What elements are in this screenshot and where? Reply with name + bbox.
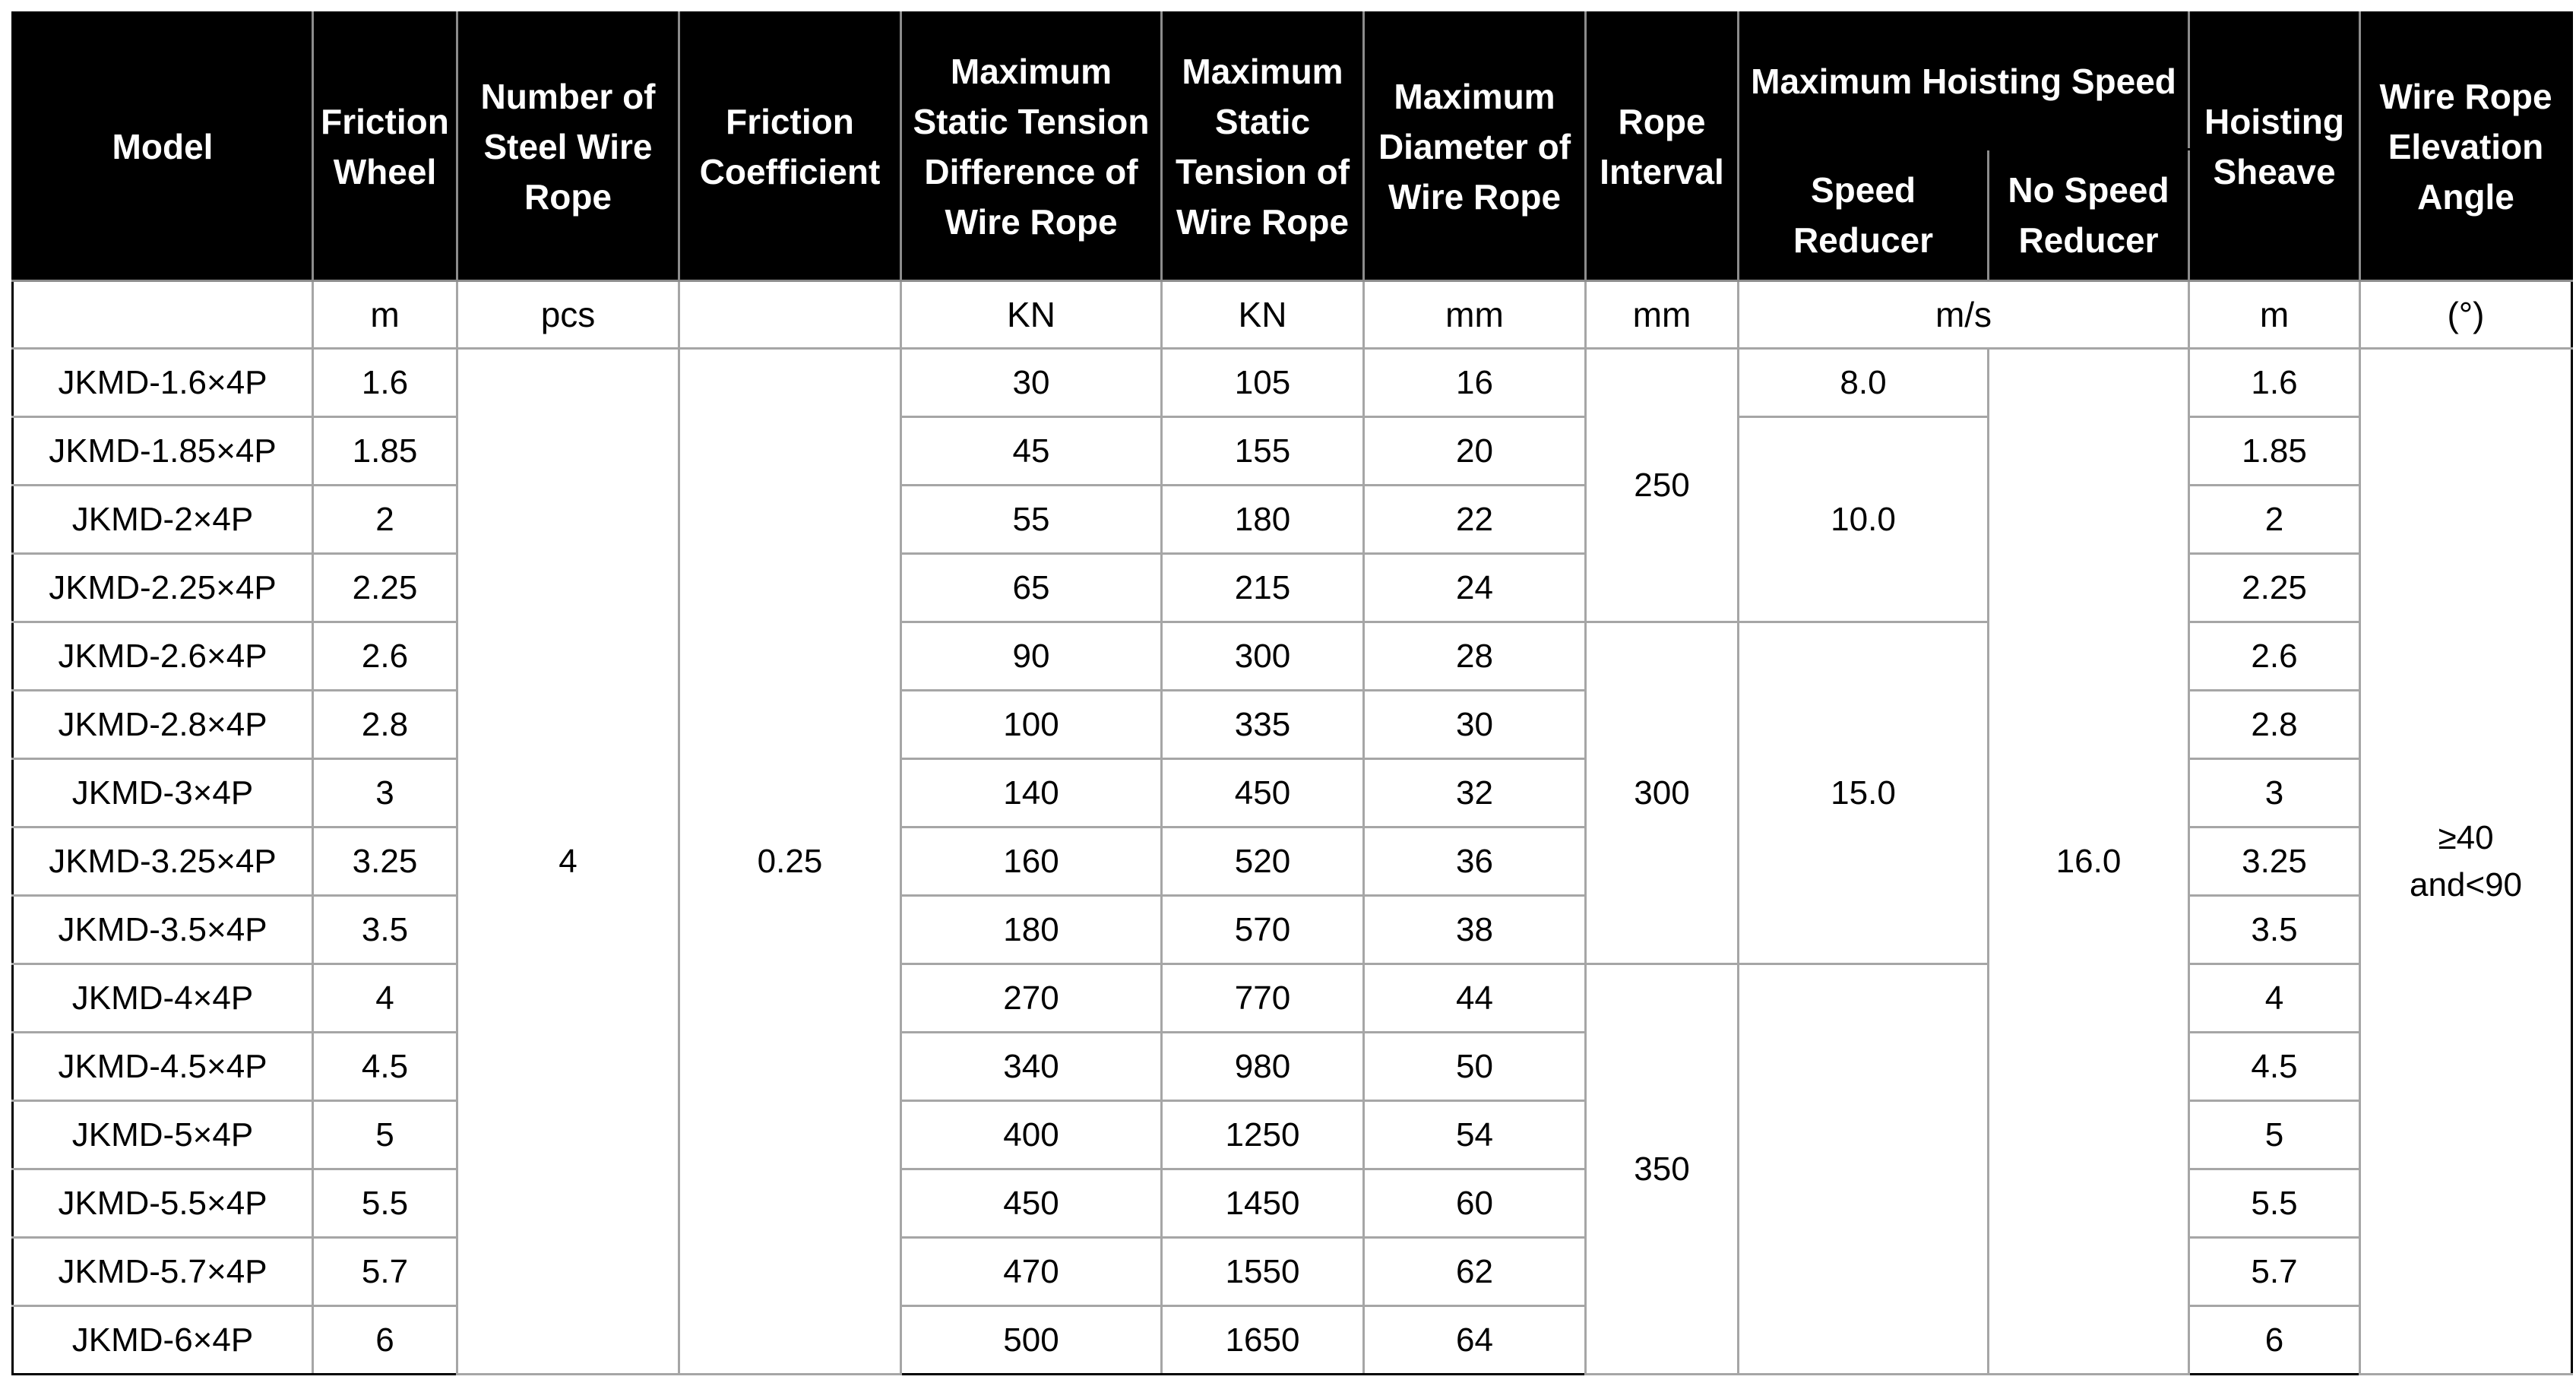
cell-hoisting-sheave: 5: [2189, 1101, 2360, 1169]
col-header-hoisting-sheave: Hoisting Sheave: [2189, 13, 2360, 281]
col-header-friction-coef: Friction Coefficient: [679, 13, 901, 281]
cell-hoisting-sheave: 3: [2189, 759, 2360, 827]
cell-max-diameter: 24: [1364, 554, 1586, 622]
cell-max-diameter: 54: [1364, 1101, 1586, 1169]
cell-model: JKMD-6×4P: [13, 1306, 313, 1375]
cell-max-tension: 335: [1162, 691, 1364, 759]
col-header-max-tension-diff: Maximum Static Tension Difference of Wire Rope: [901, 13, 1162, 281]
cell-hoisting-sheave: 2.25: [2189, 554, 2360, 622]
unit-hoisting-sheave: m: [2189, 281, 2360, 349]
cell-max-diameter: 38: [1364, 896, 1586, 964]
unit-num-ropes: pcs: [457, 281, 679, 349]
col-header-model: Model: [13, 13, 313, 281]
cell-model: JKMD-3.25×4P: [13, 827, 313, 896]
cell-friction-wheel: 5.7: [313, 1238, 457, 1306]
cell-friction-wheel: 3.25: [313, 827, 457, 896]
cell-model: JKMD-5.7×4P: [13, 1238, 313, 1306]
cell-max-tension-diff: 45: [901, 417, 1162, 486]
cell-max-diameter: 36: [1364, 827, 1586, 896]
col-header-num-ropes: Number of Steel Wire Rope: [457, 13, 679, 281]
unit-max-diameter: mm: [1364, 281, 1586, 349]
cell-max-tension-diff: 450: [901, 1169, 1162, 1238]
cell-friction-wheel: 2: [313, 486, 457, 554]
cell-max-tension: 155: [1162, 417, 1364, 486]
cell-max-tension: 770: [1162, 964, 1364, 1033]
cell-friction-wheel: 3: [313, 759, 457, 827]
cell-hoisting-sheave: 1.6: [2189, 349, 2360, 417]
elevation-angle-max: and<90: [2409, 865, 2523, 903]
cell-max-diameter: 60: [1364, 1169, 1586, 1238]
cell-max-tension-diff: 270: [901, 964, 1162, 1033]
col-header-max-diameter: Maximum Diameter of Wire Rope: [1364, 13, 1586, 281]
cell-elevation-angle: [2360, 349, 2572, 1375]
cell-max-tension-diff: 30: [901, 349, 1162, 417]
cell-max-tension: 450: [1162, 759, 1364, 827]
cell-max-tension: 215: [1162, 554, 1364, 622]
cell-max-tension-diff: 100: [901, 691, 1162, 759]
cell-max-tension-diff: 500: [901, 1306, 1162, 1375]
cell-hoisting-sheave: 3.25: [2189, 827, 2360, 896]
cell-max-tension: 570: [1162, 896, 1364, 964]
cell-friction-wheel: 3.5: [313, 896, 457, 964]
cell-hoisting-sheave: 6: [2189, 1306, 2360, 1375]
col-header-elevation-angle: Wire Rope Elevation Angle: [2360, 13, 2572, 281]
cell-speed-reducer: [1739, 964, 1989, 1375]
col-header-speed-reducer: Speed Reducer: [1739, 150, 1989, 281]
elevation-angle-min: ≥40: [2438, 818, 2494, 856]
cell-hoisting-sheave: 2: [2189, 486, 2360, 554]
unit-friction-wheel: m: [313, 281, 457, 349]
cell-model: JKMD-2.25×4P: [13, 554, 313, 622]
cell-max-tension: 1250: [1162, 1101, 1364, 1169]
cell-max-tension: 105: [1162, 349, 1364, 417]
cell-rope-interval: 350: [1586, 964, 1739, 1375]
cell-friction-wheel: 4.5: [313, 1033, 457, 1101]
cell-friction-wheel: 2.6: [313, 622, 457, 691]
unit-max-tension: KN: [1162, 281, 1364, 349]
cell-hoisting-sheave: 1.85: [2189, 417, 2360, 486]
cell-max-tension: 180: [1162, 486, 1364, 554]
cell-model: JKMD-2×4P: [13, 486, 313, 554]
cell-model: JKMD-1.85×4P: [13, 417, 313, 486]
cell-max-tension: 1650: [1162, 1306, 1364, 1375]
cell-hoisting-sheave: 5.5: [2189, 1169, 2360, 1238]
cell-friction-wheel: 1.6: [313, 349, 457, 417]
cell-model: JKMD-2.6×4P: [13, 622, 313, 691]
units-row: [13, 281, 2572, 349]
cell-max-tension-diff: 400: [901, 1101, 1162, 1169]
cell-max-tension-diff: 160: [901, 827, 1162, 896]
unit-friction-coef: [679, 281, 901, 349]
cell-friction-wheel: 5.5: [313, 1169, 457, 1238]
spec-table: [11, 11, 2573, 1375]
cell-max-tension: 980: [1162, 1033, 1364, 1101]
cell-hoisting-sheave: 4: [2189, 964, 2360, 1033]
cell-max-diameter: 30: [1364, 691, 1586, 759]
cell-model: JKMD-3×4P: [13, 759, 313, 827]
cell-hoisting-sheave: 3.5: [2189, 896, 2360, 964]
cell-model: JKMD-5.5×4P: [13, 1169, 313, 1238]
cell-max-tension-diff: 65: [901, 554, 1162, 622]
cell-model: JKMD-1.6×4P: [13, 349, 313, 417]
cell-max-diameter: 32: [1364, 759, 1586, 827]
table-row: [13, 349, 2572, 417]
unit-max-speed: m/s: [1739, 281, 2189, 349]
cell-max-tension-diff: 180: [901, 896, 1162, 964]
cell-max-tension-diff: 470: [901, 1238, 1162, 1306]
cell-no-speed-reducer: 16.0: [1989, 349, 2189, 1375]
unit-elevation-angle: (°): [2360, 281, 2572, 349]
cell-max-tension-diff: 55: [901, 486, 1162, 554]
cell-rope-interval: 300: [1586, 622, 1739, 964]
cell-hoisting-sheave: 4.5: [2189, 1033, 2360, 1101]
cell-model: JKMD-2.8×4P: [13, 691, 313, 759]
unit-rope-interval: mm: [1586, 281, 1739, 349]
cell-friction-wheel: 1.85: [313, 417, 457, 486]
cell-model: JKMD-4.5×4P: [13, 1033, 313, 1101]
cell-speed-reducer: 10.0: [1739, 417, 1989, 622]
unit-max-tension-diff: KN: [901, 281, 1162, 349]
col-header-max-tension: Maximum Static Tension of Wire Rope: [1162, 13, 1364, 281]
unit-model: [13, 281, 313, 349]
cell-model: JKMD-3.5×4P: [13, 896, 313, 964]
cell-friction-coef: 0.25: [679, 349, 901, 1375]
col-header-rope-interval: Rope Interval: [1586, 13, 1739, 281]
cell-max-tension: 300: [1162, 622, 1364, 691]
cell-model: JKMD-5×4P: [13, 1101, 313, 1169]
cell-max-diameter: 20: [1364, 417, 1586, 486]
cell-speed-reducer: 8.0: [1739, 349, 1989, 417]
cell-friction-wheel: 2.25: [313, 554, 457, 622]
cell-num-ropes: 4: [457, 349, 679, 1375]
cell-rope-interval: 250: [1586, 349, 1739, 622]
cell-max-diameter: 50: [1364, 1033, 1586, 1101]
cell-max-diameter: 44: [1364, 964, 1586, 1033]
cell-max-tension-diff: 340: [901, 1033, 1162, 1101]
header-row: [13, 13, 2572, 150]
cell-max-tension-diff: 140: [901, 759, 1162, 827]
cell-model: JKMD-4×4P: [13, 964, 313, 1033]
col-header-no-speed-reducer: No Speed Reducer: [1989, 150, 2189, 281]
cell-hoisting-sheave: 2.6: [2189, 622, 2360, 691]
cell-friction-wheel: 4: [313, 964, 457, 1033]
cell-max-diameter: 62: [1364, 1238, 1586, 1306]
cell-max-tension: 520: [1162, 827, 1364, 896]
cell-max-diameter: 16: [1364, 349, 1586, 417]
cell-friction-wheel: 2.8: [313, 691, 457, 759]
cell-max-diameter: 64: [1364, 1306, 1586, 1375]
cell-hoisting-sheave: 5.7: [2189, 1238, 2360, 1306]
cell-friction-wheel: 5: [313, 1101, 457, 1169]
col-header-max-speed: Maximum Hoisting Speed: [1739, 13, 2189, 150]
cell-max-tension: 1450: [1162, 1169, 1364, 1238]
col-header-friction-wheel: Friction Wheel: [313, 13, 457, 281]
cell-speed-reducer: 15.0: [1739, 622, 1989, 964]
cell-hoisting-sheave: 2.8: [2189, 691, 2360, 759]
cell-max-diameter: 22: [1364, 486, 1586, 554]
cell-max-tension: 1550: [1162, 1238, 1364, 1306]
cell-max-tension-diff: 90: [901, 622, 1162, 691]
cell-max-diameter: 28: [1364, 622, 1586, 691]
cell-friction-wheel: 6: [313, 1306, 457, 1375]
